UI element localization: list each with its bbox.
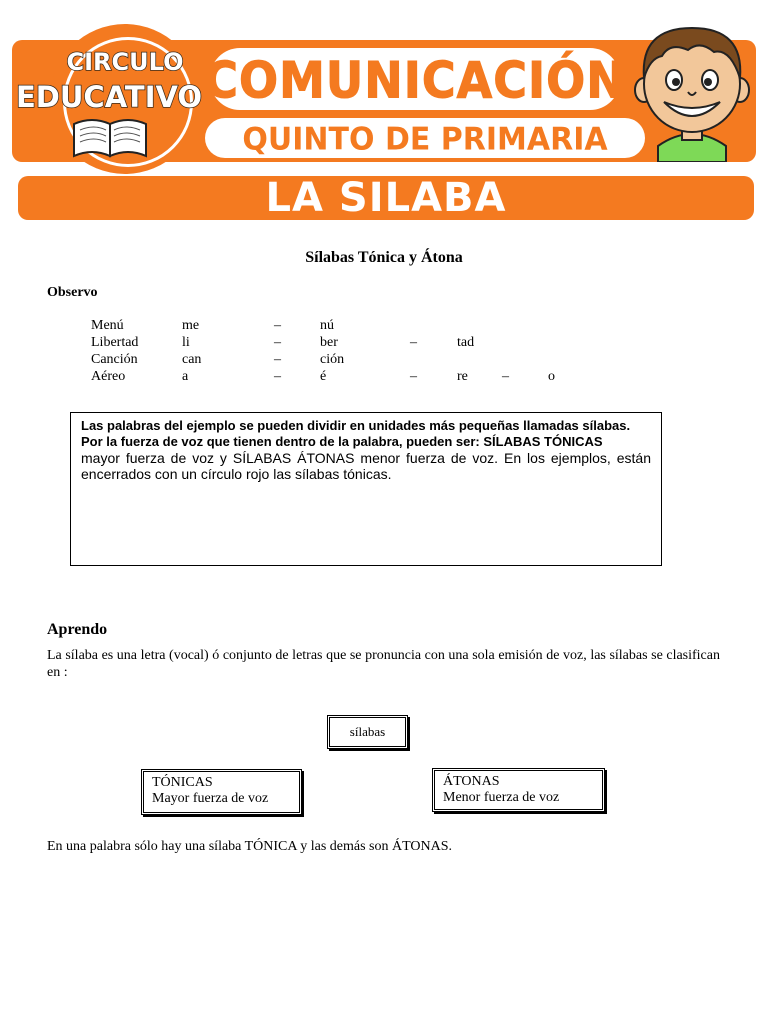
syllable: li [182, 335, 190, 350]
syllable-dash: – [274, 335, 281, 350]
final-text: En una palabra sólo hay una sílaba TÓNICA y las demás son ÁTONAS. [47, 839, 453, 854]
diagram-tonicas-box [141, 769, 302, 815]
example-word: Menú [91, 318, 124, 333]
syllable-dash: – [274, 318, 281, 333]
syllable-dash: – [410, 369, 417, 384]
boy-mascot-icon [630, 18, 754, 162]
diagram-root-box [327, 715, 408, 749]
syllable-row [91, 335, 691, 352]
book-icon [70, 114, 150, 160]
diagram-atonas-box [432, 768, 605, 812]
syllable: nú [320, 318, 334, 333]
example-word: Libertad [91, 335, 139, 350]
syllable-dash: – [502, 369, 509, 384]
syllable-dash: – [274, 352, 281, 367]
diagram-tonicas-title: TÓNICAS [152, 775, 213, 790]
diagram-atonas-title: ÁTONAS [443, 774, 500, 789]
diagram-root-label: sílabas [349, 724, 386, 739]
logo-text-line1: CIRCULO [66, 48, 184, 76]
observo-label: Observo [47, 285, 98, 300]
syllable-row [91, 369, 691, 386]
syllable: a [182, 369, 189, 384]
syllable: é [320, 369, 327, 384]
syllable-dash: – [410, 335, 417, 350]
info-text: mayor fuerza de voz y SÍLABAS ÁTONAS menor fuerza de voz. En los ejemplos, están encerrados con un círculo rojo las sílabas tónicas. [81, 450, 651, 482]
syllable-row [91, 318, 691, 335]
syllable-examples [91, 318, 691, 386]
aprendo-label: Aprendo [47, 621, 108, 638]
syllable: ber [320, 335, 338, 350]
info-box [70, 412, 662, 566]
section-title: Sílabas Tónica y Átona [305, 249, 463, 266]
syllable-row [91, 352, 691, 369]
logo-text-line2: EDUCATIVO [16, 80, 203, 114]
syllable: me [182, 318, 200, 333]
info-text-bold: Las palabras del ejemplo se pueden dividir en unidades más pequeñas llamadas sílabas. [81, 418, 631, 433]
diagram-atonas-desc: Menor fuerza de voz [443, 790, 560, 805]
header-subtitle: QUINTO DE PRIMARIA [242, 120, 608, 158]
syllable: re [457, 369, 468, 384]
header-title: COMUNICACIÓN [204, 50, 626, 110]
aprendo-text: La sílaba es una letra (vocal) ó conjunto de letras que se pronuncia con una sola emisión de voz, las sílabas se clasifican en : [47, 648, 720, 680]
info-text-bold: Por la fuerza de voz que tienen dentro de la palabra, pueden ser: SÍLABAS TÓNICAS [81, 434, 603, 449]
syllable: can [182, 352, 202, 367]
diagram-tonicas-desc: Mayor fuerza de voz [152, 791, 269, 806]
lesson-title-bar: LA SILABA [18, 176, 754, 220]
syllable: o [548, 369, 555, 384]
example-word: Canción [91, 352, 138, 367]
syllable: tad [457, 335, 475, 350]
syllable-dash: – [274, 369, 281, 384]
example-word: Aéreo [91, 369, 126, 384]
syllable: ción [320, 352, 345, 367]
